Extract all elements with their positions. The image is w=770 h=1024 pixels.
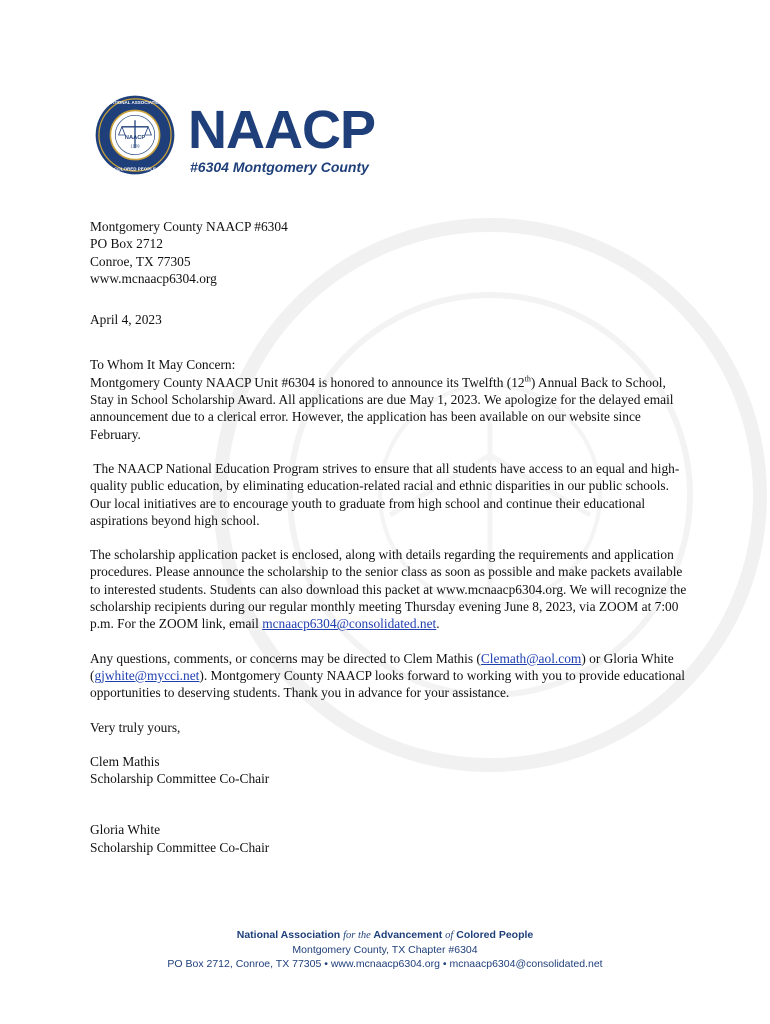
salutation: To Whom It May Concern:	[90, 357, 236, 373]
footer-org-e: Colored People	[453, 929, 534, 941]
return-address	[90, 218, 690, 287]
svg-text:1909: 1909	[130, 143, 140, 149]
address-line-3: Conroe, TX 77305	[90, 253, 191, 269]
paragraph-3	[90, 546, 690, 632]
paragraph-1-text-b: ) Annual Back to School, Stay in School Scholarship Award. All applications are due May 1, 2023. We apologize for the delayed email announcement due to a clerical error. However, the application has been available on our website since February.	[90, 374, 674, 442]
signer-1-title: Scholarship Committee Co-Chair	[90, 771, 270, 787]
footer-chapter: Montgomery County, TX Chapter #6304	[292, 944, 478, 956]
footer-org-c: Advancement	[370, 929, 446, 941]
signer-1-name: Clem Mathis	[90, 753, 160, 769]
address-line-2: PO Box 2712	[90, 236, 163, 252]
brand-name: NAACP	[188, 100, 376, 160]
footer-contact: PO Box 2712, Conroe, TX 77305 • www.mcnaacp6304.org • mcnaacp6304@consolidated.net	[167, 958, 603, 970]
superscript-th: th	[524, 374, 531, 384]
paragraph-4	[90, 650, 690, 702]
paragraph-1	[90, 374, 690, 443]
footer-org-name	[0, 928, 770, 943]
clem-email-link[interactable]: Clemath@aol.com	[480, 650, 582, 666]
svg-text:NAACP: NAACP	[124, 135, 146, 142]
address-website: www.mcnaacp6304.org	[90, 270, 217, 286]
zoom-email-link[interactable]: mcnaacp6304@consolidated.net	[262, 616, 437, 632]
closing: Very truly yours,	[90, 719, 181, 735]
signer-2-name: Gloria White	[90, 822, 161, 838]
signer-2-title: Scholarship Committee Co-Chair	[90, 839, 270, 855]
paragraph-2: The NAACP National Education Program strives to ensure that all students have access to an equal and high-quality public education, by eliminating education-related racial and ethnic disparities in our public schools. Our local initiatives are to encourage youth to graduate from high school and continue their educational aspirations beyond high school.	[90, 460, 680, 528]
address-line-1: Montgomery County NAACP #6304	[90, 219, 288, 234]
footer-org-b: for the	[343, 930, 371, 941]
letter-body	[90, 218, 690, 856]
paragraph-4-text-a: Any questions, comments, or concerns may be directed to Clem Mathis (	[90, 650, 481, 666]
svg-text:COLORED PEOPLE: COLORED PEOPLE	[113, 166, 157, 172]
footer-org-d: of	[445, 930, 454, 941]
naacp-seal-logo	[94, 94, 176, 176]
letter-date: April 4, 2023	[90, 312, 162, 328]
brand-subtitle: #6304 Montgomery County	[190, 159, 369, 175]
paragraph-1-text-a: Montgomery County NAACP Unit #6304 is honored to announce its Twelfth (12	[90, 374, 525, 390]
footer	[0, 928, 770, 971]
footer-org-a: National Association	[236, 929, 344, 941]
brand-block	[188, 100, 376, 175]
paragraph-3-end: .	[436, 616, 440, 632]
paragraph-4-text-c: ). Montgomery County NAACP looks forward to working with you to provide educational opportunities to deserving students. Thank you in advance for your assistance.	[90, 667, 685, 701]
gloria-email-link[interactable]: gjwhite@mycci.net	[94, 667, 200, 683]
paragraph-3-text: The scholarship application packet is enclosed, along with details regarding the requirements and application procedures. Please announce the scholarship to the senior class as soon as possible and make packets available to interested students. Students can also download this packet at www.mcnaacp6304.org. We will recognize the scholarship recipients during our regular monthly meeting Thursday evening June 8, 2023, via ZOOM at 7:00 p.m. For the ZOOM link, email	[90, 547, 687, 632]
paragraph-4-text-b: ) or Gloria White (	[90, 650, 674, 683]
svg-text:NATIONAL ASSOCIATION: NATIONAL ASSOCIATION	[107, 99, 163, 105]
